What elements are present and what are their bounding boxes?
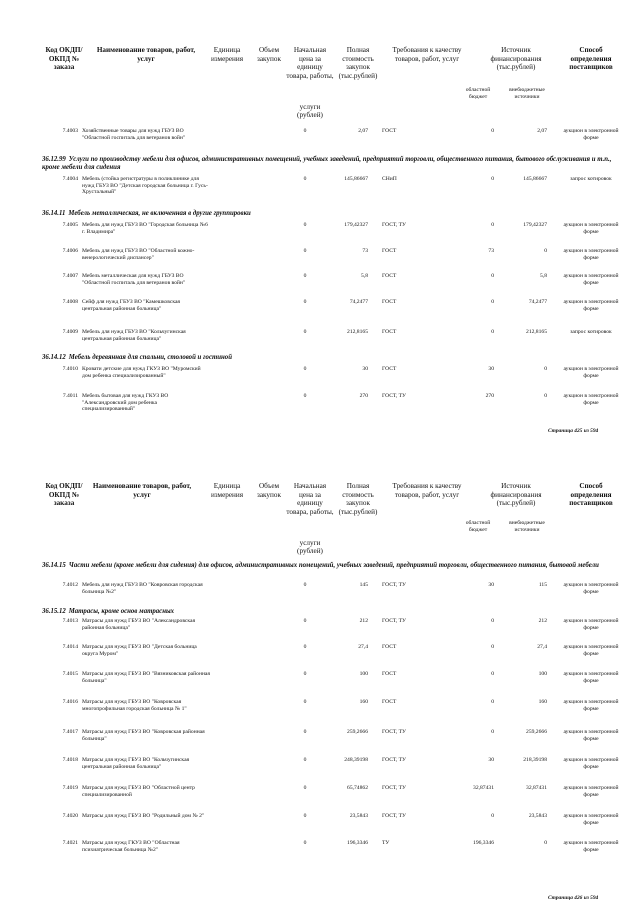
initial-price: 0 xyxy=(303,840,307,846)
item-name: Мебель металлическая для нужд ГБУЗ ВО "Областной госпиталь для ветеранов войн" xyxy=(82,273,186,286)
item-name: Мебель для нужд ГБУЗ ВО "Городская больница №6 г. Владимира" xyxy=(82,222,208,235)
initial-price: 0 xyxy=(303,785,307,791)
item-name: Хозяйственные товары для нужд ГБУЗ ВО "Областной госпиталь для ветеранов войн" xyxy=(82,128,186,141)
total-cost: 212,8165 xyxy=(347,329,368,335)
order-code: 7.4017 xyxy=(62,729,78,735)
regional-budget: 30 xyxy=(488,582,494,588)
extrabudget: 160 xyxy=(538,699,547,705)
order-code: 7.4019 xyxy=(62,785,78,791)
section-code: 36.14.11 xyxy=(42,210,66,217)
procurement-method: аукцион в электронной форме xyxy=(563,248,619,261)
extrabudget: 74,2477 xyxy=(528,299,547,305)
initial-price: 0 xyxy=(303,729,307,735)
procurement-method: аукцион в электронной форме xyxy=(563,299,619,312)
regional-budget: 0 xyxy=(491,273,494,279)
col-header-source: Источник финансирования (тыс.рублей) xyxy=(490,46,542,72)
item-name: Мебель для нужд ГБУЗ ВО "Областной кожно-венерологический диспансер" xyxy=(82,248,195,261)
procurement-method: аукцион в электронной форме xyxy=(563,393,619,406)
procurement-method: аукцион в электронной форме xyxy=(563,366,619,379)
quality-req: ГОСТ, ТУ xyxy=(382,757,406,763)
item-name: Матрасы для нужд ГБУЗ ВО "Александровская районная больница" xyxy=(82,618,196,631)
col-header-name: Наименование товаров, работ, услуг xyxy=(92,482,192,499)
initial-price: 0 xyxy=(303,644,307,650)
regional-budget: 0 xyxy=(491,176,494,182)
order-code: 7.4010 xyxy=(62,366,78,372)
quality-req: ГОСТ xyxy=(382,366,397,372)
col-header-total: Полная стоимость закупок (тыс.рублей) xyxy=(338,482,378,516)
extrabudget: 179,42327 xyxy=(523,222,547,228)
extrabudget: 145,86667 xyxy=(523,176,547,182)
item-name: Матрасы для нужд ГБУЗ ВО "Ковровская многопрофильная городская больница № 1" xyxy=(82,699,187,712)
total-cost: 212 xyxy=(359,618,368,624)
procurement-method: аукцион в электронной форме xyxy=(563,729,619,742)
quality-req: ГОСТ xyxy=(382,699,397,705)
regional-budget: 32,87431 xyxy=(473,785,494,791)
col-header-code: Код ОКДП/ ОКПД № заказа xyxy=(45,482,83,508)
procurement-method: аукцион в электронной форме xyxy=(563,618,619,631)
col-header-volume: Объем закупок xyxy=(257,482,281,499)
quality-req: ГОСТ, ТУ xyxy=(382,813,406,819)
col-header-initial-price-part2: услуги (рублей) xyxy=(297,102,323,120)
col-header-source: Источник финансирования (тыс.рублей) xyxy=(490,482,542,508)
order-code: 7.4009 xyxy=(62,329,78,335)
order-code: 7.4005 xyxy=(62,222,78,228)
regional-budget: 0 xyxy=(491,699,494,705)
quality-req: ТУ xyxy=(382,840,390,846)
section-title: Услуги по производству мебели для офисов, административных помещений, учебных заведений, предприятий торговли, общественного питания, бытового обслуживания и т.п., кроме мебели для сидения xyxy=(42,156,612,172)
order-code: 7.4004 xyxy=(62,176,78,182)
extrabudget: 32,87431 xyxy=(526,785,547,791)
total-cost: 100 xyxy=(359,671,368,677)
quality-req: ГОСТ xyxy=(382,299,397,305)
order-code: 7.4012 xyxy=(62,582,78,588)
procurement-method: запрос котировок xyxy=(570,329,612,335)
extrabudget: 218,39198 xyxy=(523,757,547,763)
col-header-initial-price-part1: Начальная цена за единицу товара, работы, xyxy=(286,46,334,80)
item-name: Матрасы для нужд ГБУЗ ВО "Областной центр специализированной xyxy=(82,785,195,798)
procurement-method: аукцион в электронной форме xyxy=(563,644,619,657)
order-code: 7.4020 xyxy=(62,813,78,819)
total-cost: 30 xyxy=(362,366,368,372)
initial-price: 0 xyxy=(303,176,307,182)
total-cost: 74,2477 xyxy=(349,299,368,305)
total-cost: 73 xyxy=(362,248,368,254)
regional-budget: 0 xyxy=(491,299,494,305)
total-cost: 27,4 xyxy=(358,644,368,650)
regional-budget: 0 xyxy=(491,618,494,624)
extrabudget: 115 xyxy=(538,582,547,588)
section-heading xyxy=(42,608,612,616)
initial-price: 0 xyxy=(303,813,307,819)
procurement-method: запрос котировок xyxy=(570,176,612,182)
initial-price: 0 xyxy=(303,329,307,335)
initial-price: 0 xyxy=(303,299,307,305)
procurement-method: аукцион в электронной форме xyxy=(563,222,619,235)
quality-req: СНиП xyxy=(382,176,397,182)
item-name: Мебель для нужд ГБУЗ ВО "Кольчугинская центральная районная больница" xyxy=(82,329,186,342)
order-code: 7.4011 xyxy=(62,393,78,399)
quality-req: ГОСТ, ТУ xyxy=(382,729,406,735)
item-name: Мебель бытовая для нужд ГКУЗ ВО "Александровский дом ребенка специализированный" xyxy=(82,393,169,413)
procurement-method: аукцион в электронной форме xyxy=(563,840,619,853)
initial-price: 0 xyxy=(303,248,307,254)
regional-budget: 0 xyxy=(491,222,494,228)
quality-req: ГОСТ xyxy=(382,273,397,279)
section-heading xyxy=(42,210,612,218)
initial-price: 0 xyxy=(303,393,307,399)
col-header-initial-price xyxy=(286,482,334,556)
item-name: Мебель (стойка регистратуры в поликлинике для нужд ГБУЗ ВО "Детская городская больница г. Гусь-Хрустальный" xyxy=(82,176,208,196)
item-name: Матрасы для нужд ГБУЗ ВО "Детская больница округа Муром" xyxy=(82,644,197,657)
regional-budget: 0 xyxy=(491,644,494,650)
extrabudget: 212 xyxy=(538,618,547,624)
initial-price: 0 xyxy=(303,128,307,134)
item-name: Сейф для нужд ГБУЗ ВО "Камешковская центральная районная больница" xyxy=(82,299,181,312)
total-cost: 259,2666 xyxy=(347,729,368,735)
total-cost: 196,3346 xyxy=(347,840,368,846)
order-code: 7.4015 xyxy=(62,671,78,677)
procurement-method: аукцион в электронной форме xyxy=(563,785,619,798)
regional-budget: 270 xyxy=(485,393,494,399)
order-code: 7.4007 xyxy=(62,273,78,279)
extrabudget: 5,8 xyxy=(540,273,547,279)
section-title: Матрасы, кроме основ матрасных xyxy=(68,608,175,615)
col-header-quality: Требования к качеству товаров, работ, услуг xyxy=(392,482,462,499)
order-code: 7.4016 xyxy=(62,699,78,705)
section-title: Части мебели (кроме мебели для сидения) для офисов, административных помещений, учебных заведений, предприятий торговли, общественного питания, бытовой мебели xyxy=(68,562,599,569)
regional-budget: 30 xyxy=(488,757,494,763)
extrabudget: 2,07 xyxy=(537,128,547,134)
total-cost: 65,74862 xyxy=(347,785,368,791)
procurement-method: аукцион в электронной форме xyxy=(563,671,619,684)
section-code: 36.14.15 xyxy=(42,562,66,569)
page-number: Страница 426 из 594 xyxy=(548,895,599,901)
regional-budget: 196,3346 xyxy=(473,840,494,846)
document-page-2 xyxy=(0,450,640,905)
extrabudget: 100 xyxy=(538,671,547,677)
regional-budget: 73 xyxy=(488,248,494,254)
col-header-extrabudget: внебюджетные источники xyxy=(509,87,545,100)
initial-price: 0 xyxy=(303,582,307,588)
col-header-initial-price-part2: услуги (рублей) xyxy=(297,538,323,556)
order-code: 7.4021 xyxy=(62,840,78,846)
page-number: Страница 425 из 594 xyxy=(548,428,599,434)
section-code: 36.12.99 xyxy=(42,156,66,163)
initial-price: 0 xyxy=(303,618,307,624)
extrabudget: 0 xyxy=(544,366,547,372)
col-header-initial-price xyxy=(286,46,334,120)
order-code: 7.4008 xyxy=(62,299,78,305)
section-heading xyxy=(42,354,612,362)
col-header-regional: областной бюджет xyxy=(465,520,491,533)
quality-req: ГОСТ, ТУ xyxy=(382,582,406,588)
col-header-extrabudget: внебюджетные источники xyxy=(509,520,545,533)
col-header-unit: Единица измерения xyxy=(210,482,244,499)
quality-req: ГОСТ xyxy=(382,248,397,254)
regional-budget: 0 xyxy=(491,671,494,677)
col-header-volume: Объем закупок xyxy=(257,46,281,63)
regional-budget: 0 xyxy=(491,729,494,735)
col-header-quality: Требования к качеству товаров, работ, услуг xyxy=(392,46,462,63)
col-header-regional: областной бюджет xyxy=(465,87,491,100)
extrabudget: 0 xyxy=(544,248,547,254)
total-cost: 160 xyxy=(359,699,368,705)
item-name: Матрасы для нужд ГКУЗ ВО "Областная психиатрическая больница №2" xyxy=(82,840,180,853)
total-cost: 2,07 xyxy=(358,128,368,134)
extrabudget: 0 xyxy=(544,393,547,399)
section-code: 36.14.12 xyxy=(42,354,66,361)
order-code: 7.4014 xyxy=(62,644,78,650)
total-cost: 145,86667 xyxy=(344,176,368,182)
extrabudget: 259,2666 xyxy=(526,729,547,735)
quality-req: ГОСТ, ТУ xyxy=(382,222,406,228)
regional-budget: 30 xyxy=(488,366,494,372)
item-name: Матрасы для нужд ГБУЗ ВО "Вязниковская районная больница" xyxy=(82,671,210,684)
extrabudget: 0 xyxy=(544,840,547,846)
total-cost: 179,42327 xyxy=(344,222,368,228)
col-header-initial-price-part1: Начальная цена за единицу товара, работы, xyxy=(286,482,334,516)
quality-req: ГОСТ xyxy=(382,128,397,134)
quality-req: ГОСТ xyxy=(382,671,397,677)
document-page-1 xyxy=(0,0,640,450)
initial-price: 0 xyxy=(303,366,307,372)
order-code: 7.4003 xyxy=(62,128,78,134)
section-title: Мебель металлическая, не включенная в другие группировки xyxy=(68,210,251,217)
initial-price: 0 xyxy=(303,699,307,705)
total-cost: 248,39198 xyxy=(344,757,368,763)
col-header-unit: Единица измерения xyxy=(210,46,244,63)
quality-req: ГОСТ xyxy=(382,329,397,335)
procurement-method: аукцион в электронной форме xyxy=(563,128,619,141)
col-header-code: Код ОКДП/ ОКПД № заказа xyxy=(45,46,83,72)
order-code: 7.4013 xyxy=(62,618,78,624)
total-cost: 23,5843 xyxy=(349,813,368,819)
section-code: 36.15.12 xyxy=(42,608,66,615)
procurement-method: аукцион в электронной форме xyxy=(563,699,619,712)
quality-req: ГОСТ xyxy=(382,644,397,650)
col-header-total: Полная стоимость закупок (тыс.рублей) xyxy=(338,46,378,80)
total-cost: 5,8 xyxy=(361,273,368,279)
section-title: Мебель деревянная для спальни, столовой и гостиной xyxy=(68,354,232,361)
initial-price: 0 xyxy=(303,222,307,228)
item-name: Кровати детские для нужд ГКУЗ ВО "Муромский дом ребенка специализированный" xyxy=(82,366,201,379)
col-header-name: Наименование товаров, работ, услуг xyxy=(96,46,196,63)
extrabudget: 212,8165 xyxy=(526,329,547,335)
item-name: Мебель для нужд ГБУЗ ВО "Ковровская городская больница №2" xyxy=(82,582,203,595)
procurement-method: аукцион в электронной форме xyxy=(563,813,619,826)
initial-price: 0 xyxy=(303,671,307,677)
total-cost: 270 xyxy=(359,393,368,399)
extrabudget: 27,4 xyxy=(537,644,547,650)
procurement-method: аукцион в электронной форме xyxy=(563,273,619,286)
quality-req: ГОСТ, ТУ xyxy=(382,785,406,791)
regional-budget: 0 xyxy=(491,813,494,819)
quality-req: ГОСТ, ТУ xyxy=(382,393,406,399)
section-heading xyxy=(42,156,612,172)
section-heading xyxy=(42,562,612,570)
item-name: Матрасы для нужд ГБУЗ ВО "Родильный дом № 2" xyxy=(82,813,205,819)
initial-price: 0 xyxy=(303,757,307,763)
item-name: Матрасы для нужд ГБУЗ ВО "Ковровская районная больница" xyxy=(82,729,205,742)
item-name: Матрасы для нужд ГБУЗ ВО "Кольчугинская центральная районная больница" xyxy=(82,757,190,770)
regional-budget: 0 xyxy=(491,128,494,134)
regional-budget: 0 xyxy=(491,329,494,335)
col-header-method: Способ определения поставщиков xyxy=(569,46,613,72)
order-code: 7.4018 xyxy=(62,757,78,763)
total-cost: 145 xyxy=(359,582,368,588)
quality-req: ГОСТ, ТУ xyxy=(382,618,406,624)
col-header-method: Способ определения поставщиков xyxy=(569,482,613,508)
procurement-method: аукцион в электронной форме xyxy=(563,582,619,595)
extrabudget: 23,5843 xyxy=(528,813,547,819)
procurement-method: аукцион в электронной форме xyxy=(563,757,619,770)
initial-price: 0 xyxy=(303,273,307,279)
order-code: 7.4006 xyxy=(62,248,78,254)
